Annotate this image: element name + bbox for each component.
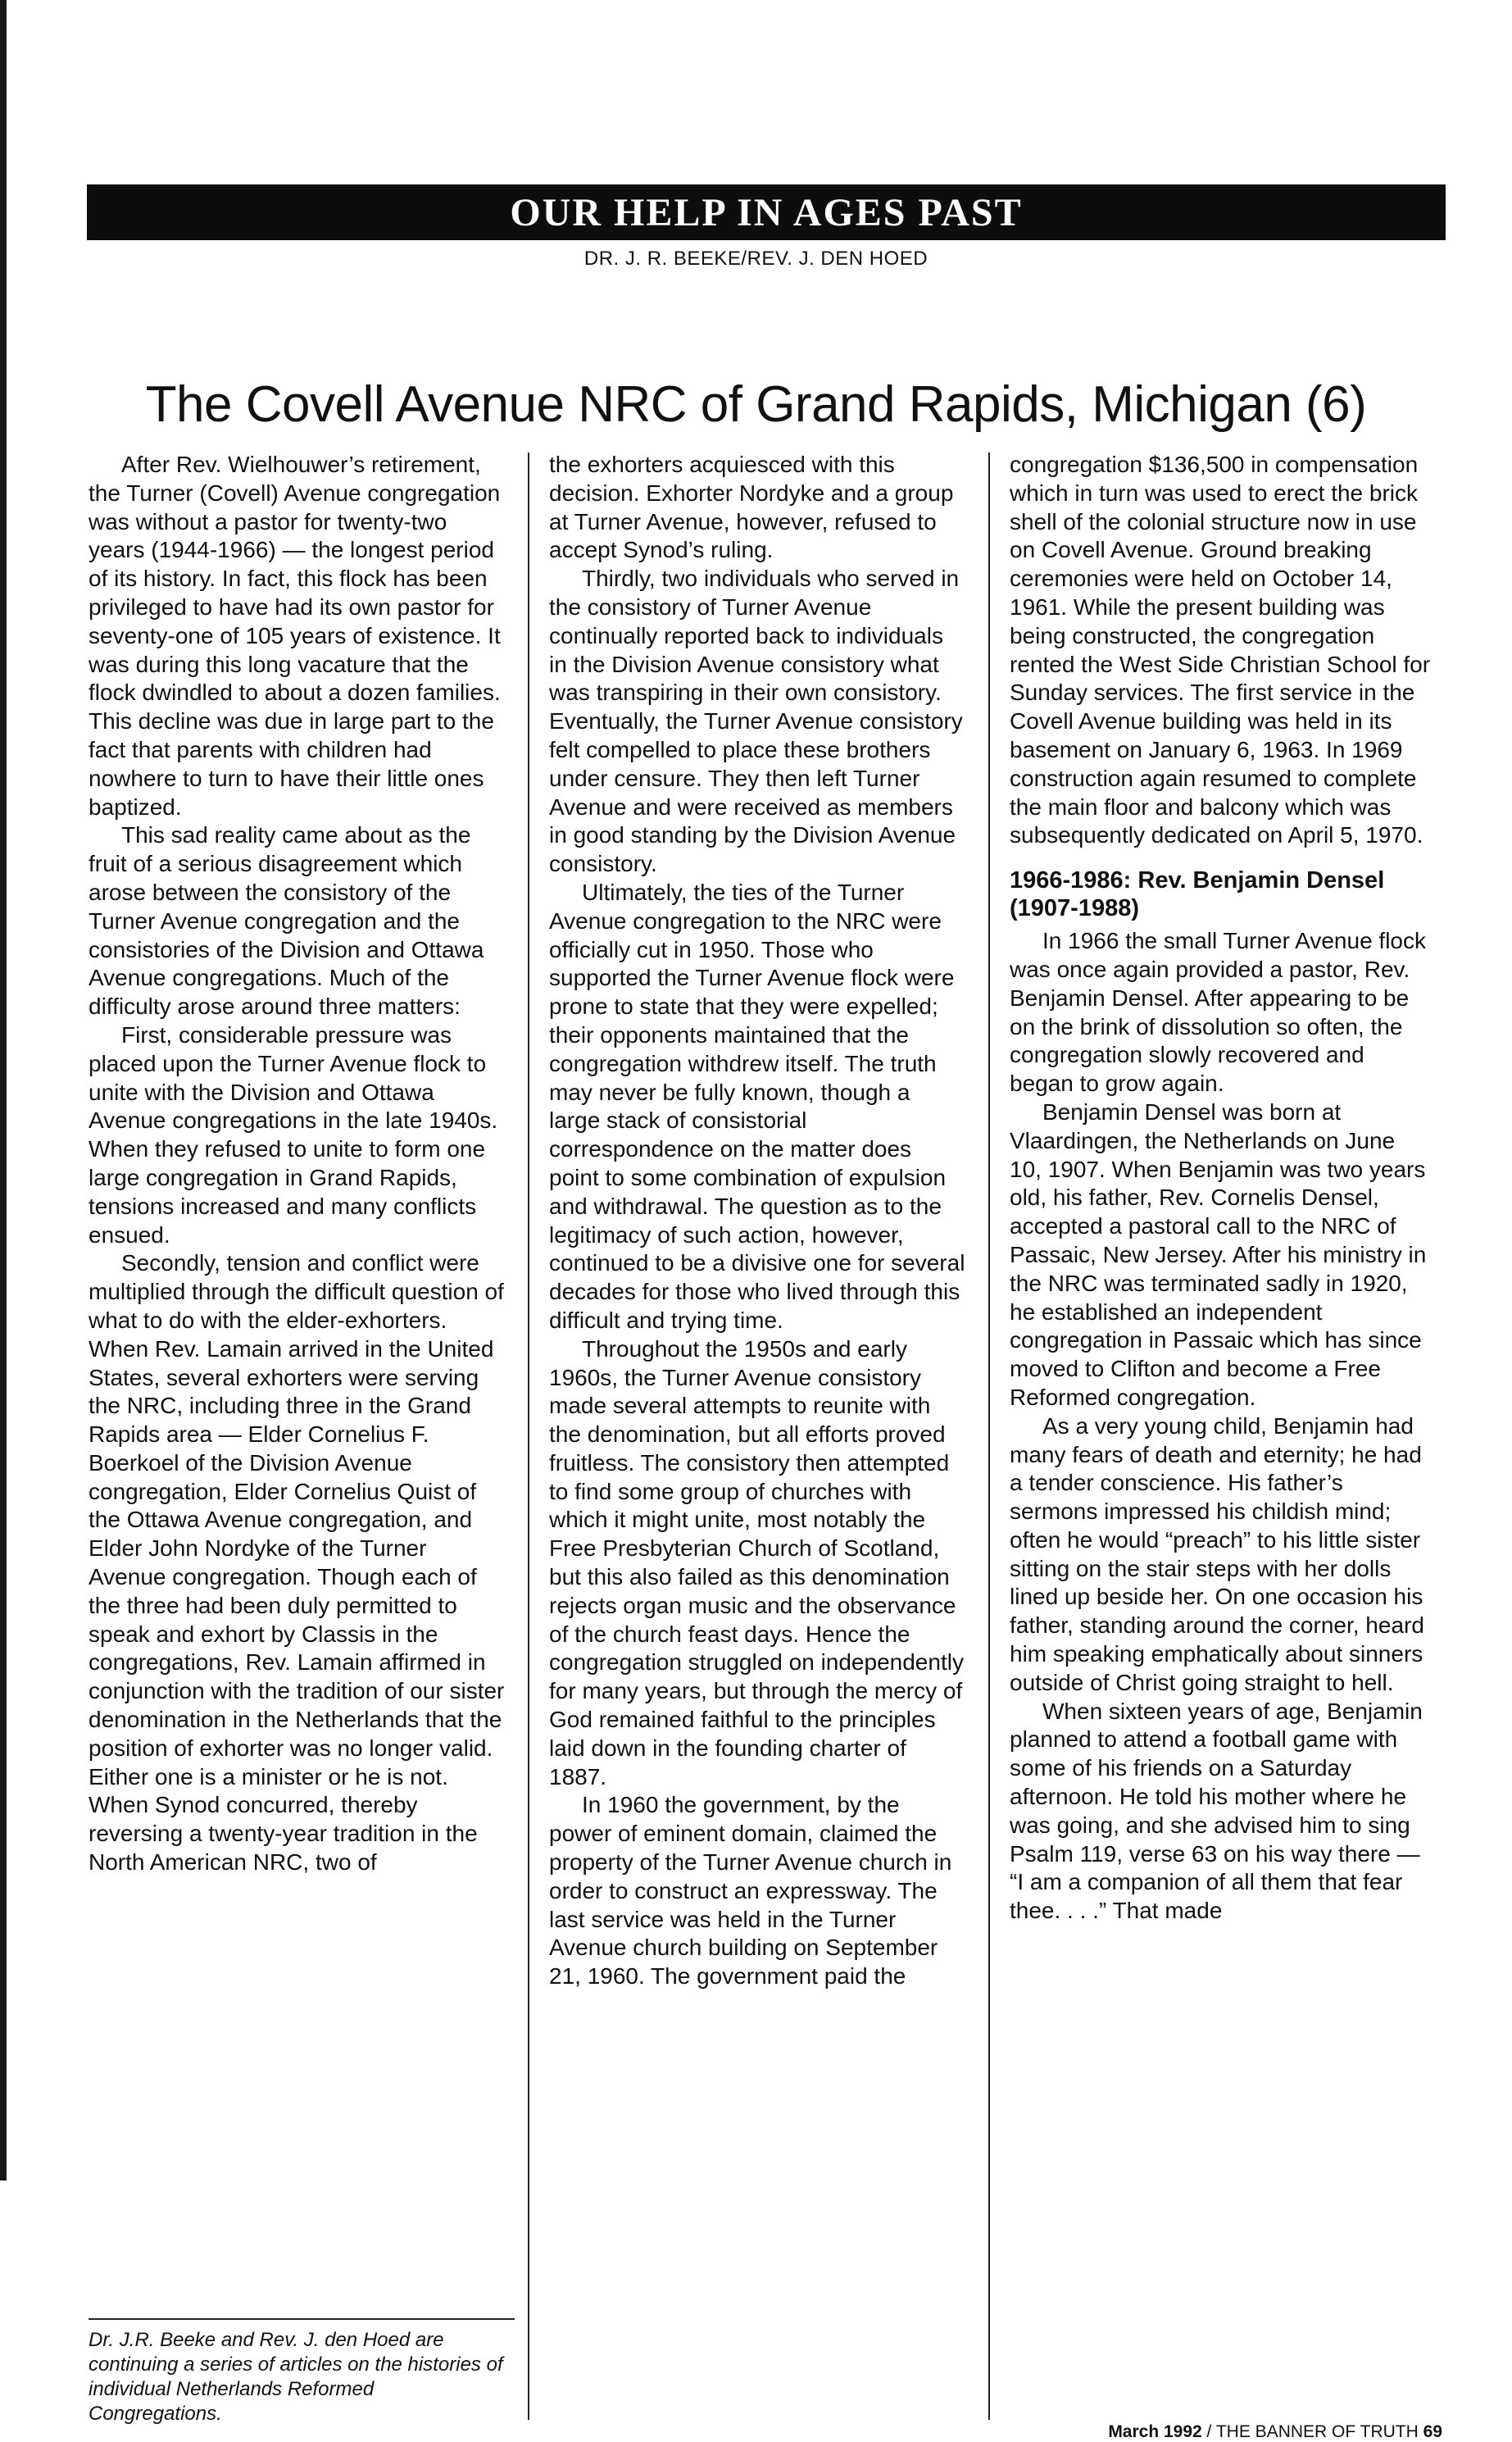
page-footer bbox=[1098, 2422, 1442, 2442]
paragraph: As a very young child, Benjamin had many fears of death and eternity; he had a tender conscience. His father’s sermons impressed his childish mind; often he would “preach” to his little sister sitting on the stair steps with her dolls lined up beside her. On one occasion his father, standing around the corner, heard him speaking emphatically about sinners outside of Christ going straight to hell. bbox=[1010, 1412, 1424, 1695]
paragraph: After Rev. Wielhouwer’s retirement, the Turner (Covell) Avenue congregation was without a pastor for twenty-two years (1944-1966) — the longest period of its history. In fact, this flock has been privileged to have had its own pastor for seventy-one of 105 years of existence. It was during this long vacature that the flock dwindled to about a dozen families. This decline was due in large part to the fact that parents with children had nowhere to turn to have their little ones baptized. bbox=[89, 452, 501, 820]
article-column-3 bbox=[1010, 451, 1432, 1926]
paragraph: In 1966 the small Turner Avenue flock was once again provided a pastor, Rev. Benjamin Densel. After appearing to be on the brink of dissolution so often, the congregation slowly recovered and began to grow again. bbox=[1010, 928, 1426, 1097]
page-number: 69 bbox=[1423, 2422, 1442, 2441]
paragraph: Thirdly, two individuals who served in the consistory of Turner Avenue continually reported back to individuals in the Division Avenue consistory what was transpiring in their own consistory. Eventually, the Turner Avenue consistory felt compelled to place these brothers under censure. They then left Turner Avenue and were received as members in good standing by the Division Avenue consistory. bbox=[549, 566, 963, 877]
column-divider bbox=[988, 452, 990, 2420]
article-title: The Covell Avenue NRC of Grand Rapids, Michigan (6) bbox=[145, 376, 1367, 433]
paragraph: This sad reality came about as the fruit of a serious disagreement which arose between the consistory of the Turner Avenue congregation and the consistories of the Division and Ottawa Avenue congregations. Much of the difficulty arose around three matters: bbox=[89, 822, 484, 1020]
author-footnote: Dr. J.R. Beeke and Rev. J. den Hoed are continuing a series of articles on the histories of individual Netherlands Reformed Congregations. bbox=[89, 2329, 503, 2425]
paragraph: Ultimately, the ties of the Turner Avenue congregation to the NRC were officially cut in 1950. Those who supported the Turner Avenue flock were prone to state that they were expelled; their opponents maintained that the congregation withdrew itself. The truth may never be fully known, though a large stack of consistorial correspondence on the matter does point to some combination of expulsion and withdrawal. The question as to the legitimacy of such action, however, continued to be a divisive one for several decades for those who lived through this difficult and trying time. bbox=[549, 879, 965, 1333]
paragraph: In 1960 the government, by the power of eminent domain, claimed the property of the Turner Avenue church in order to construct an expressway. The last service was held in the Turner Avenue church building on September 21, 1960. The government paid the bbox=[549, 1792, 952, 1990]
paragraph: First, considerable pressure was placed upon the Turner Avenue flock to unite with the Division and Ottawa Avenue congregations in the late 1940s. When they refused to unite to form one large congregation in Grand Rapids, tensions increased and many conflicts ensued. bbox=[89, 1021, 498, 1248]
footer-publication: / THE BANNER OF TRUTH bbox=[1201, 2422, 1423, 2441]
footer-date: March 1992 bbox=[1108, 2422, 1202, 2441]
section-heading: 1966-1986: Rev. Benjamin Densel (1907-1988) bbox=[1010, 867, 1385, 922]
footnote-divider bbox=[89, 2318, 515, 2320]
paragraph: When sixteen years of age, Benjamin planned to attend a football game with some of his friends on a Saturday afternoon. He told his mother where he was going, and she advised him to sing Psalm 119, verse 63 on his way there — “I am a companion of all them that fear thee. . . .” That made bbox=[1010, 1698, 1423, 1924]
paragraph: Throughout the 1950s and early 1960s, the Turner Avenue consistory made several attempts to reunite with the denomination, but all efforts proved fruitless. The consistory then attempted to find some group of churches with which it might unite, most notably the Free Presbyterian Church of Scotland, but this also failed as this denomination rejects organ music and the observance of the church feast days. Hence the congregation struggled on independently for many years, but through the mercy of God remained faithful to the principles laid down in the founding charter of 1887. bbox=[549, 1335, 964, 1789]
article-column-2 bbox=[549, 451, 967, 1991]
article-column-1 bbox=[89, 451, 506, 1877]
paragraph: Benjamin Densel was born at Vlaardingen, the Netherlands on June 10, 1907. When Benjamin was two years old, his father, Rev. Cornelis Densel, accepted a pastoral call to the NRC of Passaic, New Jersey. After his ministry in the NRC was terminated sadly in 1920, he established an independent congregation in Passaic which has since moved to Clifton and become a Free Reformed congregation. bbox=[1010, 1098, 1427, 1410]
section-banner-text: OUR HELP IN AGES PAST bbox=[510, 190, 1023, 234]
paragraph: the exhorters acquiesced with this decision. Exhorter Nordyke and a group at Turner Avenue, however, refused to accept Synod’s ruling. bbox=[549, 452, 954, 563]
paragraph: Secondly, tension and conflict were multiplied through the difficult question of what to do with the elder-exhorters. When Rev. Lamain arrived in the United States, several exhorters were serving the NRC, including three in the Grand Rapids area — Elder Cornelius F. Boerkoel of the Division Avenue congregation, Elder Cornelius Quist of the Ottawa Avenue congregation, and Elder John Nordyke of the Turner Avenue congregation. Though each of the three had been duly permitted to speak and exhort by Classis in the congregations, Rev. Lamain affirmed in conjunction with the tradition of our sister denomination in the Netherlands that the position of exhorter was no longer valid. Either one is a minister or he is not. When Synod concurred, thereby reversing a twenty-year tradition in the North American NRC, two of bbox=[89, 1250, 505, 1876]
author-byline: DR. J. R. BEEKE/REV. J. DEN HOED bbox=[583, 248, 929, 270]
column-divider bbox=[528, 452, 529, 2420]
scan-page-edge bbox=[0, 0, 7, 2181]
paragraph: congregation $136,500 in compensation which in turn was used to erect the brick shell of the colonial structure now in use on Covell Avenue. Ground breaking ceremonies were held on October 14, 1961. While the present building was being constructed, the congregation rented the West Side Christian School for Sunday services. The first service in the Covell Avenue building was held in its basement on January 6, 1963. In 1969 construction again resumed to complete the main floor and balcony which was subsequently dedicated on April 5, 1970. bbox=[1010, 452, 1431, 848]
section-banner bbox=[87, 184, 1446, 240]
